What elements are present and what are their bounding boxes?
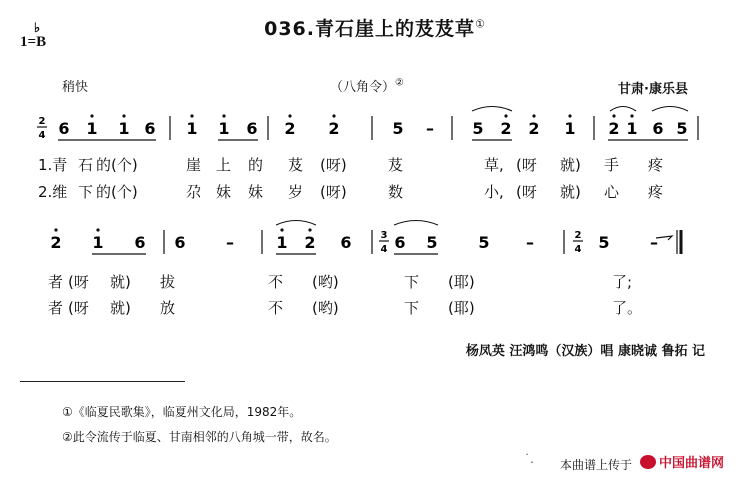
note: 5 (598, 233, 610, 252)
octave-dot (90, 114, 93, 117)
performer-credit: 杨凤英 汪鸿鸣（汉族）唱 康晓诚 鲁拓 记 (465, 344, 705, 359)
lyric-syllable: 妹 (216, 183, 232, 201)
octave-dot (630, 114, 633, 117)
footnote-2: ②此令流传于临夏、甘南相邻的八角城一带，故名。 (62, 430, 337, 444)
octave-dot (122, 114, 125, 117)
note: 5 (392, 119, 404, 138)
lyric-syllable: 数 (388, 183, 404, 201)
lyric-syllable: 妹 (248, 183, 264, 201)
octave-dot (332, 114, 335, 117)
lyric-syllable: (呀 (516, 183, 537, 201)
note: 6 (246, 119, 258, 138)
footnote-1: ①《临夏民歌集》，临夏州文化局，1982年。 (62, 405, 302, 419)
lyric-syllable: (哟) (312, 299, 339, 317)
note: 1 (86, 119, 98, 138)
note: 1 (218, 119, 230, 138)
lyric-syllable: (哟) (312, 273, 339, 291)
octave-dot (96, 228, 99, 231)
dash-note: – (526, 233, 534, 252)
note: 1 (626, 119, 638, 138)
flat-icon: ♭ (34, 20, 41, 35)
note: 2 (608, 119, 620, 138)
time-signature-bottom: 4 (38, 130, 46, 141)
lyric-syllable: 了; (612, 273, 633, 291)
subtitle-footnote-mark: ② (395, 77, 404, 89)
tie-slur (472, 107, 512, 112)
lyric-syllable: (呀) (320, 183, 347, 201)
note: 2 (304, 233, 316, 252)
note: 2 (284, 119, 296, 138)
octave-dot (504, 114, 507, 117)
time-change-bottom: 4 (380, 244, 388, 255)
song-title: 036.青石崖上的芨芨草① (264, 17, 486, 40)
note: 6 (174, 233, 186, 252)
lyric-syllable: 者 (48, 273, 64, 291)
lyric-syllable: (呀 (68, 273, 89, 291)
octave-dot (280, 228, 283, 231)
lyric-syllable: 下 (78, 183, 94, 201)
lyric-syllable: 岁 (288, 183, 304, 201)
note: 5 (676, 119, 688, 138)
octave-dot (288, 114, 291, 117)
octave-dot (222, 114, 225, 117)
lyric-syllable: 2.维 (38, 183, 68, 201)
note: 6 (134, 233, 146, 252)
lyric-syllable: 就) (110, 299, 131, 317)
tie-slur (610, 107, 636, 112)
lyric-syllable: 下 (404, 273, 420, 291)
note: 2 (328, 119, 340, 138)
tempo-marking: 稍快 (62, 80, 89, 95)
note: 2 (500, 119, 512, 138)
note: 6 (144, 119, 156, 138)
lyric-syllable: 疼 (648, 183, 664, 201)
lyric-syllable: 小, (484, 183, 504, 201)
dash-note: – (226, 233, 234, 252)
time-change-bottom: 4 (574, 244, 582, 255)
lyric-syllable: 心 (604, 183, 620, 201)
decorative-mark: ˙. (524, 452, 534, 466)
lyric-syllable: 芨 (288, 156, 304, 174)
octave-dot (308, 228, 311, 231)
lyric-syllable: 的(个) (96, 183, 138, 201)
tie-slur (276, 221, 316, 226)
note: 1 (118, 119, 130, 138)
note: 1 (186, 119, 198, 138)
upload-notice: 本曲谱上传于 (560, 458, 633, 472)
note: 6 (652, 119, 664, 138)
lyric-syllable: 芨 (388, 156, 404, 174)
note: 1 (564, 119, 576, 138)
lyric-syllable: 下 (404, 299, 420, 317)
note: 6 (58, 119, 70, 138)
tie-slur (652, 107, 688, 112)
note: 5 (478, 233, 490, 252)
lyric-syllable: 崖 (186, 156, 202, 174)
lyric-syllable: 放 (160, 299, 176, 317)
breath-mark (656, 236, 672, 240)
octave-dot (568, 114, 571, 117)
lyric-syllable: 1.青 (38, 156, 68, 174)
octave-dot (54, 228, 57, 231)
note: 2 (50, 233, 62, 252)
dash-note: – (426, 119, 434, 138)
octave-dot (190, 114, 193, 117)
lyric-syllable: 尕 (186, 183, 202, 201)
note: 6 (340, 233, 352, 252)
title-footnote-mark: ① (475, 17, 486, 31)
lyric-syllable: 草, (484, 156, 504, 174)
lyric-syllable: 不 (268, 273, 284, 291)
lyric-syllable: 的(个) (96, 156, 138, 174)
note: 1 (92, 233, 104, 252)
lyric-syllable: (耶) (448, 299, 475, 317)
lyric-syllable: 手 (604, 156, 620, 174)
note: 5 (426, 233, 438, 252)
lyric-syllable: (呀) (320, 156, 347, 174)
lyric-syllable: 者 (48, 299, 64, 317)
note: 2 (528, 119, 540, 138)
dash-note: – (650, 233, 658, 252)
lyric-syllable: (呀 (516, 156, 537, 174)
lyric-syllable: 疼 (648, 156, 664, 174)
time-change-top: 3 (380, 230, 388, 241)
lyric-syllable: 上 (216, 156, 232, 174)
lyric-syllable: 就) (110, 273, 131, 291)
lyric-syllable: (耶) (448, 273, 475, 291)
time-signature-top: 2 (38, 116, 46, 127)
song-subtitle: （八角令）② (330, 77, 404, 95)
notation-line-2 (0, 226, 750, 266)
lyric-syllable: 的 (248, 156, 264, 174)
lyric-syllable: 石 (78, 156, 94, 174)
time-change-top: 2 (574, 230, 582, 241)
lyric-syllable: 了。 (612, 299, 643, 317)
lyric-syllable: 就) (560, 183, 581, 201)
octave-dot (532, 114, 535, 117)
lyric-syllable: (呀 (68, 299, 89, 317)
key-signature: 1= ♭ B (20, 20, 47, 50)
note: 5 (472, 119, 484, 138)
lyric-syllable: 不 (268, 299, 284, 317)
note: 6 (394, 233, 406, 252)
site-logo-icon (640, 455, 656, 469)
tie-slur (394, 221, 438, 226)
note: 1 (276, 233, 288, 252)
octave-dot (612, 114, 615, 117)
lyric-syllable: 就) (560, 156, 581, 174)
lyric-syllable: 拔 (160, 273, 176, 291)
site-brand[interactable]: 中国曲谱网 (640, 452, 724, 471)
footnote-divider (20, 381, 185, 382)
song-origin: 甘肃·康乐县 (618, 82, 688, 97)
notation-line-1 (0, 112, 750, 152)
